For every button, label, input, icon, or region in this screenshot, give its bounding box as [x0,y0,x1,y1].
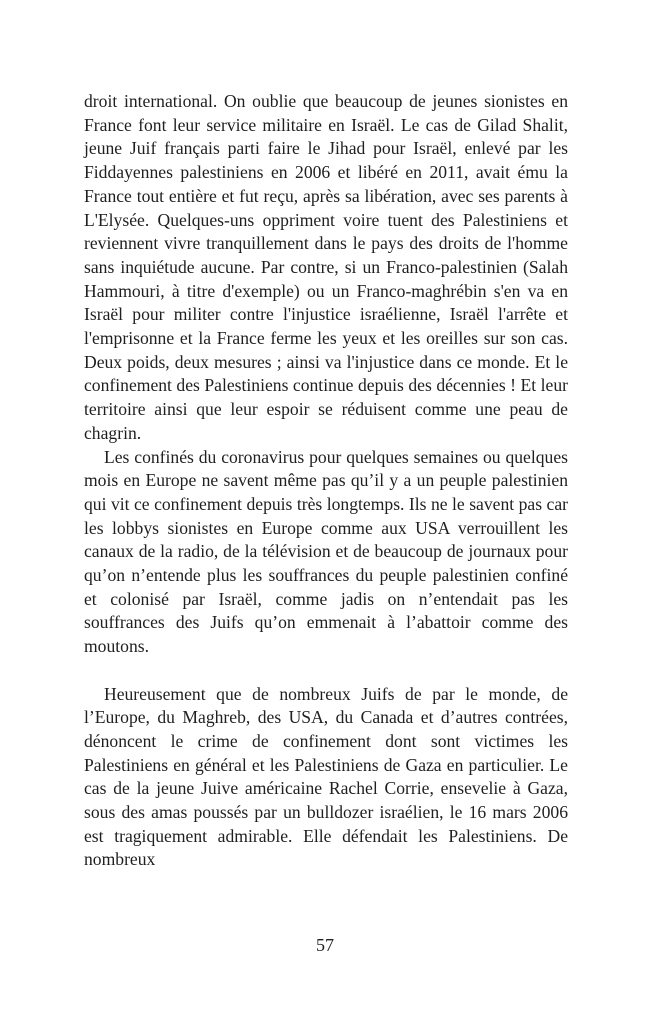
paragraph-coronavirus: Les confinés du coronavirus pour quelques semaines ou quelques mois en Europe ne savent même pas qu’il y a un peuple palestinien qui vit ce confinement depuis très longtemps. Ils ne le savent pas car les lobbys sionistes en Europe comme aux USA verrouillent les canaux de la radio, de la télévision et de beaucoup de journaux pour qu’on n’entende plus les souffrances du peuple palestinien confiné et colonisé par Israël, comme jadis on n’entendait pas les souffrances des Juifs qu’on emmenait à l’abattoir comme des moutons. [84,446,568,657]
body-text [84,90,568,872]
paragraph-continuation: droit international. On oublie que beaucoup de jeunes sionistes en France font leur service militaire en Israël. Le cas de Gilad Shalit, jeune Juif français parti faire le Jihad pour Israël, enlevé par les Fiddayennes palestiniens en 2006 et libéré en 2011, avait ému la France tout entière et fut reçu, après sa libération, avec ses parents à L'Elysée. Quelques-uns oppriment voire tuent des Palestiniens et reviennent vivre tranquillement dans le pays des droits de l'homme sans inquiétude aucune. Par contre, si un Franco-palestinien (Salah Hammouri, à titre d'exemple) ou un Franco-maghrébin s'en va en Israël pour militer contre l'injustice israélienne, Israël l'arrête et l'emprisonne et la France ferme les yeux et les oreilles sur son cas. Deux poids, deux mesures ; ainsi va l'injustice dans ce monde. Et le confinement des Palestiniens continue depuis des décennies ! Et leur territoire ainsi que leur espoir se réduisent comme une peau de chagrin. [84,91,568,443]
paragraph-heureusement: Heureusement que de nombreux Juifs de par le monde, de l’Europe, du Maghreb, des USA, du Canada et d’autres contrées, dénoncent le crime de confinement dont sont victimes les Palestiniens en général et les Palestiniens de Gaza en particulier. Le cas de la jeune Juive américaine Rachel Corrie, ensevelie à Gaza, sous des amas poussés par un bulldozer israélien, le 16 mars 2006 est tragiquement admirable. Elle défendait les Palestiniens. De nombreux [84,683,568,870]
paragraph-spacer [84,659,568,683]
page-number: 57 [316,935,334,955]
